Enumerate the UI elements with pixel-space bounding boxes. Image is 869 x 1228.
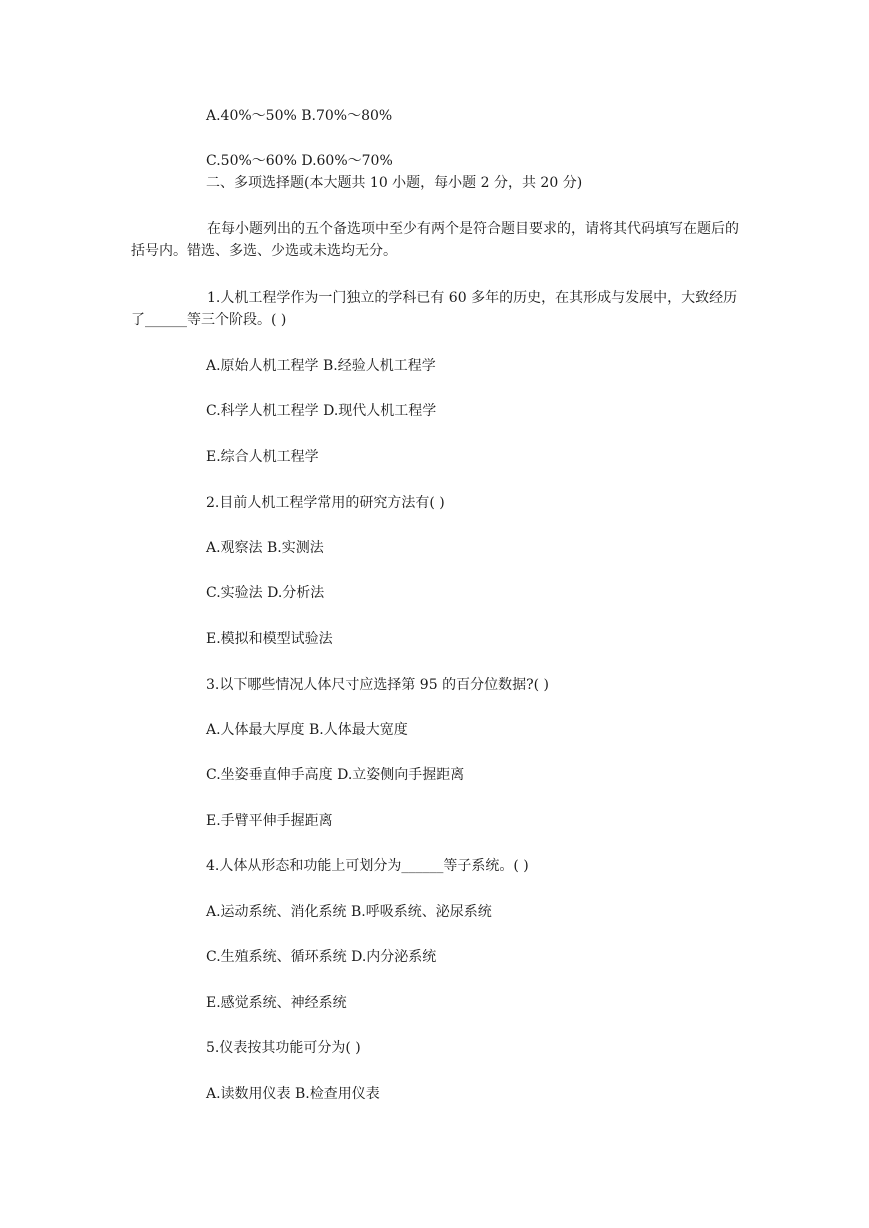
question-1-option-ab: A.原始人机工程学 B.经验人机工程学 (206, 358, 436, 374)
question-4-option-e: E.感觉系统、神经系统 (206, 995, 347, 1011)
question-2-stem: 2.目前人机工程学常用的研究方法有( ) (206, 495, 445, 511)
question-1-option-e: E.综合人机工程学 (206, 449, 319, 465)
question-2-option-ab: A.观察法 B.实测法 (206, 540, 324, 556)
instruction-text: 在每小题列出的五个备选项中至少有两个是符合题目要求的，请将其代码填写在题后的括号内。错选、多选、少选或未选均无分。 (131, 221, 739, 259)
instruction-paragraph (131, 218, 741, 262)
question-1-option-cd: C.科学人机工程学 D.现代人机工程学 (206, 403, 437, 419)
question-2-option-e: E.模拟和模型试验法 (206, 631, 333, 647)
question-3-option-ab: A.人体最大厚度 B.人体最大宽度 (206, 722, 408, 738)
question-1-text: 1.人机工程学作为一门独立的学科已有 60 多年的历史，在其形成与发展中，大致经历了______等三个阶段。( ) (131, 290, 738, 328)
question-2-option-cd: C.实验法 D.分析法 (206, 585, 325, 601)
section-heading-multiple-choice: 二、多项选择题(本大题共 10 小题，每小题 2 分，共 20 分) (206, 175, 583, 191)
question-4-stem: 4.人体从形态和功能上可划分为______等子系统。( ) (206, 858, 529, 874)
question-4-option-cd: C.生殖系统、循环系统 D.内分泌系统 (206, 949, 437, 965)
question-1-stem (131, 287, 741, 331)
question-3-option-e: E.手臂平伸手握距离 (206, 813, 333, 829)
option-line-prev-cd: C.50%～60% D.60%～70% (206, 153, 393, 169)
question-5-option-ab: A.读数用仪表 B.检查用仪表 (206, 1086, 380, 1102)
question-5-stem: 5.仪表按其功能可分为( ) (206, 1040, 361, 1056)
question-3-option-cd: C.坐姿垂直伸手高度 D.立姿侧向手握距离 (206, 767, 465, 783)
question-3-stem: 3.以下哪些情况人体尺寸应选择第 95 的百分位数据?( ) (206, 677, 549, 693)
option-line-prev-ab: A.40%～50% B.70%～80% (206, 108, 393, 124)
question-4-option-ab: A.运动系统、消化系统 B.呼吸系统、泌尿系统 (206, 904, 492, 920)
